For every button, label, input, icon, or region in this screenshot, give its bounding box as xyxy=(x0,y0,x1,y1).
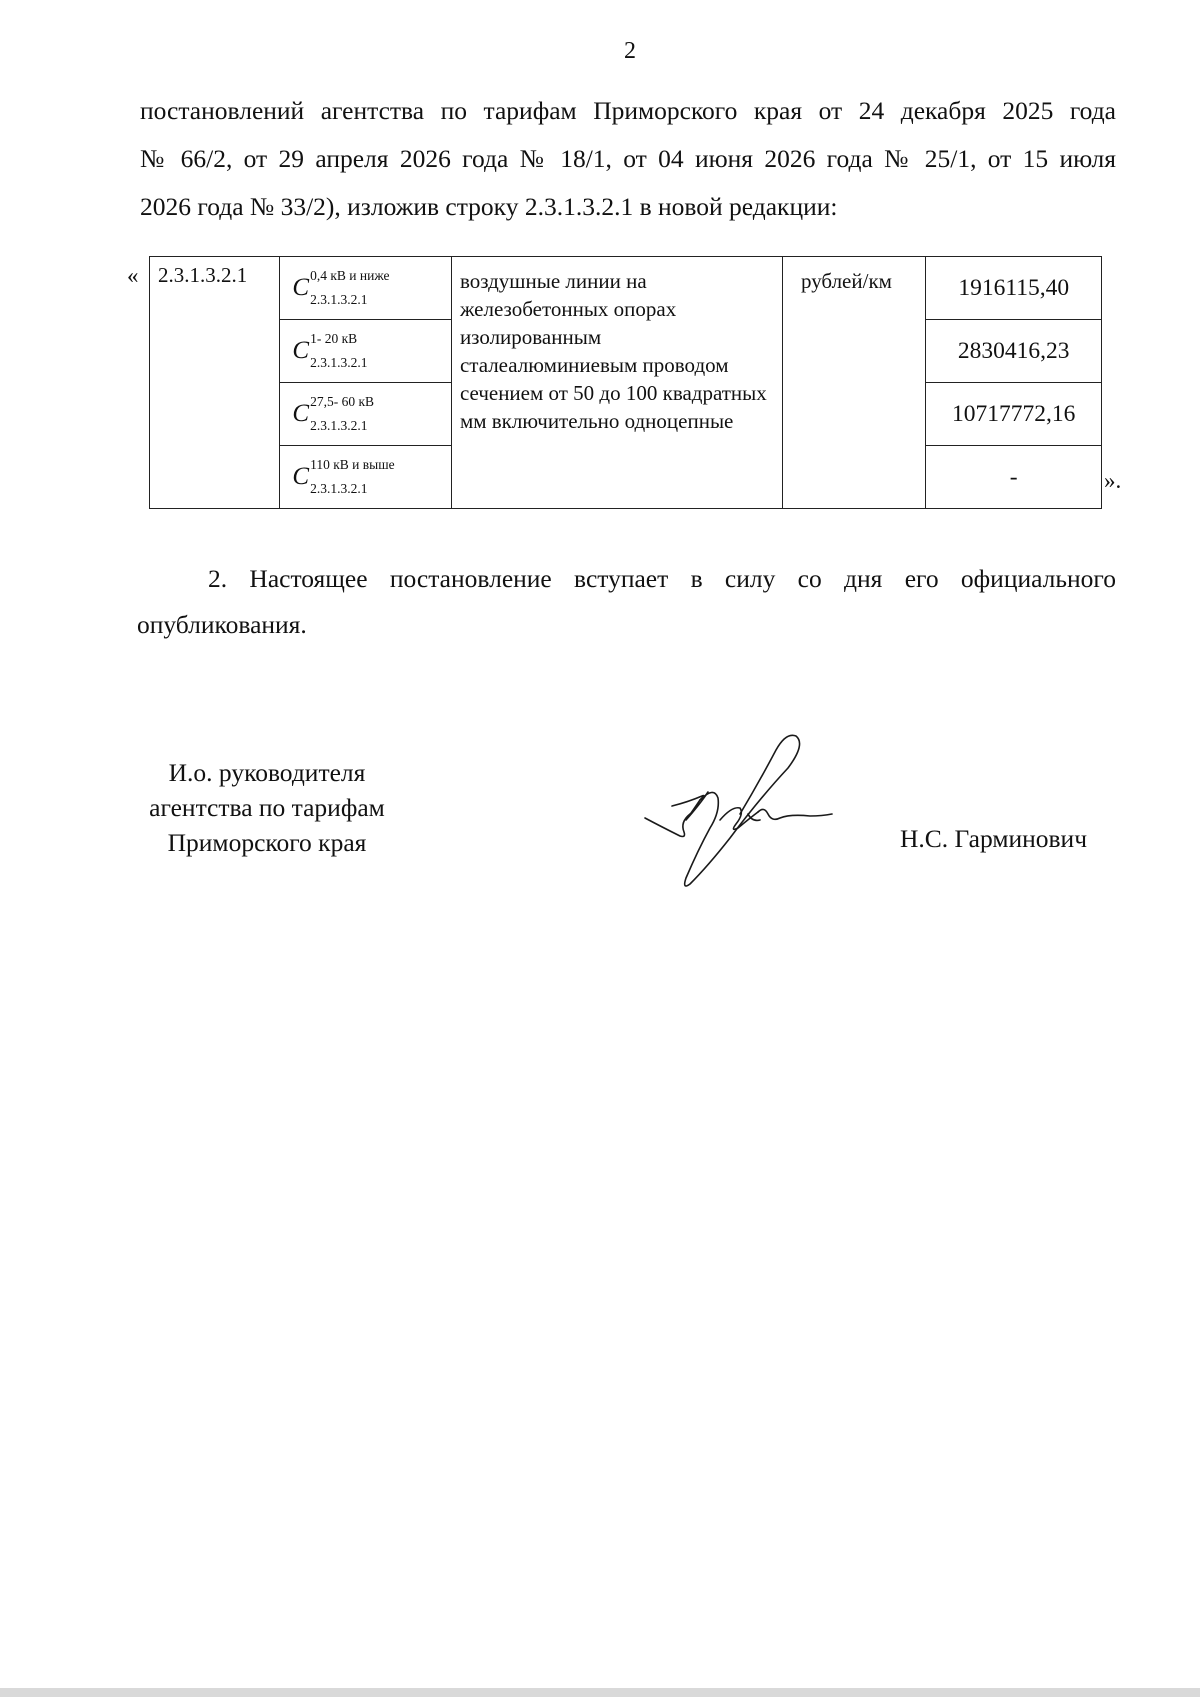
intro-line: постановлений агентства по тарифам Приморского края от 24 декабря 2025 года xyxy=(140,96,1116,125)
rate-symbol: C 27,5- 60 кВ 2.3.1.3.2.1 xyxy=(280,383,452,446)
quote-close: ». xyxy=(1104,468,1122,493)
row-description: воздушные линии на железобетонных опорах изолированным сталеалюминиевым проводом сечением от 50 до 100 квадратных мм включительно одноцепные xyxy=(451,257,782,509)
rate-value: 1916115,40 xyxy=(926,257,1102,320)
paragraph-line: опубликования. xyxy=(137,610,307,639)
intro-line: 2026 года № 33/2), изложив строку 2.3.1.3.2.1 в новой редакции: xyxy=(140,192,838,221)
scan-bottom-edge xyxy=(0,1688,1200,1697)
signatory-title-line: И.о. руководителя xyxy=(168,758,366,787)
quote-open: « xyxy=(127,263,139,288)
signatory-title xyxy=(132,755,402,860)
rate-value: - xyxy=(926,446,1102,509)
table-row xyxy=(150,257,1102,320)
row-unit: рублей/км xyxy=(782,257,925,509)
rate-symbol: C 0,4 кВ и ниже 2.3.1.3.2.1 xyxy=(280,257,452,320)
intro-line: № 66/2, от 29 апреля 2026 года № 18/1, от 04 июня 2026 года № 25/1, от 15 июля xyxy=(140,144,1116,173)
signatory-name: Н.С. Гарминович xyxy=(900,824,1088,853)
rate-value: 2830416,23 xyxy=(926,320,1102,383)
row-code: 2.3.1.3.2.1 xyxy=(150,257,280,509)
paragraph-2 xyxy=(137,556,1116,648)
rate-symbol: C 110 кВ и выше 2.3.1.3.2.1 xyxy=(280,446,452,509)
paragraph-line: 2. Настоящее постановление вступает в силу со дня его официального xyxy=(208,564,1116,593)
tariff-table xyxy=(149,256,1102,509)
signatory-title-line: Приморского края xyxy=(167,828,367,857)
intro-text xyxy=(140,87,1116,231)
rate-value: 10717772,16 xyxy=(926,383,1102,446)
page-number: 2 xyxy=(624,38,636,64)
rate-symbol: C 1- 20 кВ 2.3.1.3.2.1 xyxy=(280,320,452,383)
handwritten-signature xyxy=(640,728,840,898)
signatory-title-line: агентства по тарифам xyxy=(149,793,385,822)
